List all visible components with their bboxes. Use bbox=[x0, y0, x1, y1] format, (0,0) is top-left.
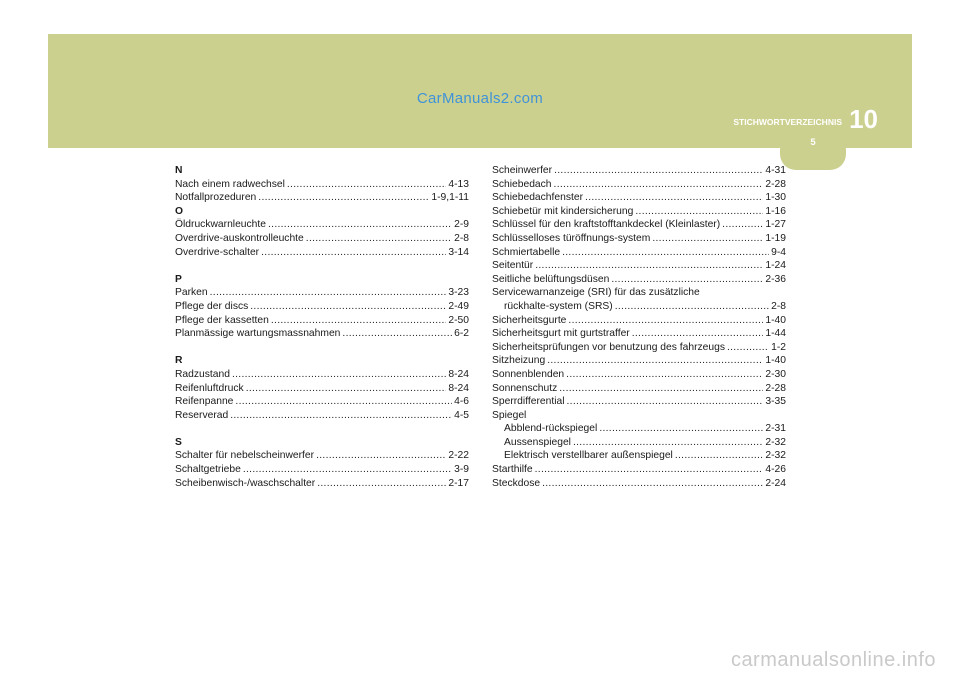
index-entry-label: Seitentür bbox=[492, 260, 534, 272]
index-entry-page: 1-27 bbox=[765, 219, 786, 231]
dot-leader bbox=[535, 463, 764, 477]
index-entry-page: 2-17 bbox=[448, 477, 469, 489]
index-entry-page: 2-31 bbox=[765, 423, 786, 435]
index-entry bbox=[492, 259, 786, 273]
index-column-right bbox=[492, 164, 786, 490]
dot-leader bbox=[210, 286, 447, 300]
index-entry-label: rückhalte-system (SRS) bbox=[504, 300, 613, 312]
index-entry bbox=[492, 449, 786, 463]
dot-leader bbox=[258, 191, 429, 205]
header-band bbox=[48, 34, 912, 148]
index-letter-heading: S bbox=[175, 436, 182, 448]
dot-leader bbox=[652, 232, 763, 246]
index-entry bbox=[492, 205, 786, 219]
dot-leader bbox=[235, 395, 452, 409]
dot-leader bbox=[268, 218, 452, 232]
dot-leader bbox=[246, 382, 447, 396]
index-entry bbox=[492, 191, 786, 205]
index-entry-page: 4-13 bbox=[448, 178, 469, 190]
dot-leader bbox=[599, 422, 763, 436]
index-entry bbox=[492, 477, 786, 491]
index-entry-page: 8-24 bbox=[448, 382, 469, 394]
index-entry-page: 2-8 bbox=[454, 232, 469, 244]
dot-leader bbox=[232, 368, 446, 382]
index-entry-label: Schaltgetriebe bbox=[175, 464, 241, 476]
index-entry-page: 2-28 bbox=[765, 382, 786, 394]
dot-leader bbox=[611, 273, 763, 287]
index-entry-page: 2-32 bbox=[765, 450, 786, 462]
dot-leader bbox=[632, 327, 764, 341]
page-number-tab bbox=[780, 134, 846, 170]
index-entry-page: 2-22 bbox=[448, 450, 469, 462]
index-entry-page: 4-26 bbox=[765, 464, 786, 476]
index-entry bbox=[175, 327, 469, 341]
index-entry-page: 4-31 bbox=[765, 165, 786, 176]
index-entry-label: Sitzheizung bbox=[492, 355, 546, 367]
index-letter-heading: R bbox=[175, 355, 183, 367]
index-entry bbox=[492, 463, 786, 477]
index-entry-page: 9-4 bbox=[771, 246, 786, 258]
chapter-number: 10 bbox=[849, 104, 878, 134]
index-entry-page: 2-50 bbox=[448, 314, 469, 326]
index-entry bbox=[492, 382, 786, 396]
index-letter-heading: P bbox=[175, 273, 182, 285]
index-entry-page: 1-19 bbox=[765, 232, 786, 244]
index-entry-label: Nach einem radwechsel bbox=[175, 178, 285, 190]
index-entry bbox=[175, 314, 469, 328]
dot-leader bbox=[547, 354, 763, 368]
index-entry bbox=[175, 178, 469, 192]
index-entry-label: Notfallprozeduren bbox=[175, 192, 257, 204]
spacer bbox=[175, 259, 469, 273]
index-entry-page: 6-2 bbox=[454, 328, 469, 340]
index-entry-page: 2-28 bbox=[765, 178, 786, 190]
dot-leader bbox=[675, 449, 764, 463]
index-column-left bbox=[175, 164, 469, 490]
index-entry-page: 3-23 bbox=[448, 287, 469, 299]
index-entry-label: Pflege der discs bbox=[175, 300, 249, 312]
index-entry bbox=[175, 286, 469, 300]
index-entry-page: 1-16 bbox=[765, 205, 786, 217]
watermark-top[interactable]: CarManuals2.com bbox=[416, 90, 544, 107]
dot-leader bbox=[250, 300, 446, 314]
index-entry-label: Schiebedachfenster bbox=[492, 192, 584, 204]
index-entry-label: Schmiertabelle bbox=[492, 246, 561, 258]
index-entry bbox=[175, 246, 469, 260]
dot-leader bbox=[568, 314, 763, 328]
index-entry bbox=[492, 246, 786, 260]
dot-leader bbox=[554, 164, 763, 178]
dot-leader bbox=[554, 178, 764, 192]
dot-leader bbox=[535, 259, 763, 273]
section-title: STICHWORTVERZEICHNIS bbox=[733, 117, 842, 127]
index-entry-page: 8-24 bbox=[448, 368, 469, 380]
index-entry-label: Sicherheitsgurte bbox=[492, 314, 567, 326]
index-entry-label: Aussenspiegel bbox=[504, 436, 571, 448]
index-letter-heading: N bbox=[175, 165, 183, 176]
index-entry-page: 4-5 bbox=[454, 409, 469, 421]
dot-leader bbox=[542, 477, 763, 491]
index-entry-page: 2-36 bbox=[765, 273, 786, 285]
index-entry-label: Sicherheitsprüfungen vor benutzung des fahrzeugs bbox=[492, 341, 725, 353]
dot-leader bbox=[727, 341, 769, 355]
index-entry-label: Seitliche belüftungsdüsen bbox=[492, 273, 610, 285]
dot-leader bbox=[585, 191, 763, 205]
index-entry-label: Sonnenschutz bbox=[492, 382, 558, 394]
index-entry-page: 2-24 bbox=[765, 477, 786, 489]
index-entry-label: Schiebedach bbox=[492, 178, 552, 190]
index-entry-page: 2-30 bbox=[765, 368, 786, 380]
index-entry-page: 1-44 bbox=[765, 328, 786, 340]
index-entry-page: 4-6 bbox=[454, 396, 469, 408]
index-entry-label: Öldruckwarnleuchte bbox=[175, 219, 266, 231]
index-entry bbox=[492, 368, 786, 382]
index-entry-page: 1-40 bbox=[765, 314, 786, 326]
index-entry-label: Reifenluftdruck bbox=[175, 382, 244, 394]
index-entry bbox=[492, 436, 786, 450]
index-entry bbox=[175, 395, 469, 409]
dot-leader bbox=[615, 300, 769, 314]
index-entry bbox=[492, 232, 786, 246]
index-entry-page: 2-49 bbox=[448, 300, 469, 312]
index-entry bbox=[175, 300, 469, 314]
index-entry-label: Steckdose bbox=[492, 477, 541, 489]
index-entry-label: Overdrive-auskontrolleuchte bbox=[175, 232, 304, 244]
dot-leader bbox=[271, 314, 447, 328]
dot-leader bbox=[573, 436, 763, 450]
index-entry-label: Overdrive-schalter bbox=[175, 246, 260, 258]
index-entry-label: Starthilfe bbox=[492, 464, 533, 476]
dot-leader bbox=[287, 178, 447, 192]
dot-leader bbox=[567, 395, 764, 409]
index-entry-page: 2-8 bbox=[771, 300, 786, 312]
index-entry-page: 1-40 bbox=[765, 355, 786, 367]
index-entry-label: Pflege der kassetten bbox=[175, 314, 269, 326]
dot-leader bbox=[635, 205, 763, 219]
dot-leader bbox=[316, 449, 446, 463]
index-entry bbox=[175, 191, 469, 205]
index-entry-page: 2-9 bbox=[454, 219, 469, 231]
dot-leader bbox=[230, 409, 452, 423]
index-entry bbox=[492, 395, 786, 409]
index-entry-label: Schlüssel für den kraftstofftankdeckel (Kleinlaster) bbox=[492, 219, 721, 231]
index-entry-label: Schiebetür mit kindersicherung bbox=[492, 205, 634, 217]
index-entry bbox=[175, 409, 469, 423]
dot-leader bbox=[562, 246, 769, 260]
dot-leader bbox=[559, 382, 763, 396]
index-entry bbox=[492, 354, 786, 368]
index-entry bbox=[175, 232, 469, 246]
dot-leader bbox=[306, 232, 452, 246]
index-entry-label: Sperrdifferential bbox=[492, 396, 565, 408]
index-entry-page: 3-9 bbox=[454, 464, 469, 476]
index-entry bbox=[175, 218, 469, 232]
watermark-bottom[interactable]: carmanualsonline.info bbox=[730, 649, 936, 671]
index-group-label: Spiegel bbox=[492, 409, 527, 421]
index-entry-page: 1-30 bbox=[765, 192, 786, 204]
index-entry-label: Schalter für nebelscheinwerfer bbox=[175, 450, 315, 462]
index-entry-label: Elektrisch verstellbarer außenspiegel bbox=[504, 450, 673, 462]
index-entry-page: 1-9,1-11 bbox=[431, 192, 469, 204]
dot-leader bbox=[317, 477, 446, 491]
index-entry-label: Planmässige wartungsmassnahmen bbox=[175, 328, 341, 340]
dot-leader bbox=[261, 246, 446, 260]
index-entry-label: Parken bbox=[175, 287, 208, 299]
index-entry bbox=[492, 422, 786, 436]
spacer bbox=[175, 341, 469, 355]
index-entry bbox=[175, 477, 469, 491]
index-entry-page: 2-32 bbox=[765, 436, 786, 448]
index-group-label: Servicewarnanzeige (SRI) für das zusätzliche bbox=[492, 287, 700, 299]
index-entry bbox=[492, 314, 786, 328]
index-entry-label: Reserverad bbox=[175, 409, 229, 421]
dot-leader bbox=[566, 368, 763, 382]
index-entry bbox=[175, 463, 469, 477]
index-entry bbox=[492, 327, 786, 341]
index-entry-page: 3-35 bbox=[765, 396, 786, 408]
index-entry bbox=[492, 178, 786, 192]
index-entry-label: Sonnenblenden bbox=[492, 368, 565, 380]
index-entry bbox=[492, 164, 786, 178]
index-entry-page: 1-2 bbox=[771, 341, 786, 353]
index-entry bbox=[492, 273, 786, 287]
dot-leader bbox=[243, 463, 452, 477]
index-entry-page: 3-14 bbox=[448, 246, 469, 258]
index-entry bbox=[175, 382, 469, 396]
index-entry-label: Radzustand bbox=[175, 368, 230, 380]
index-entry bbox=[492, 341, 786, 355]
dot-leader bbox=[722, 218, 763, 232]
page-number: 5 bbox=[810, 137, 816, 148]
index-entry-label: Reifenpanne bbox=[175, 396, 234, 408]
index-entry bbox=[492, 218, 786, 232]
index-entry-label: Scheinwerfer bbox=[492, 165, 553, 176]
index-entry-page: 1-24 bbox=[765, 260, 786, 272]
index-letter-heading: O bbox=[175, 205, 184, 217]
index-entry bbox=[175, 368, 469, 382]
index-entry bbox=[492, 300, 786, 314]
spacer bbox=[175, 422, 469, 436]
index-entry-label: Schlüsselloses türöffnungs-system bbox=[492, 232, 651, 244]
dot-leader bbox=[342, 327, 452, 341]
index-entry-label: Sicherheitsgurt mit gurtstraffer bbox=[492, 328, 630, 340]
index-entry bbox=[175, 449, 469, 463]
index-entry-label: Abblend-rückspiegel bbox=[504, 423, 598, 435]
index-entry-label: Scheibenwisch-/waschschalter bbox=[175, 477, 316, 489]
